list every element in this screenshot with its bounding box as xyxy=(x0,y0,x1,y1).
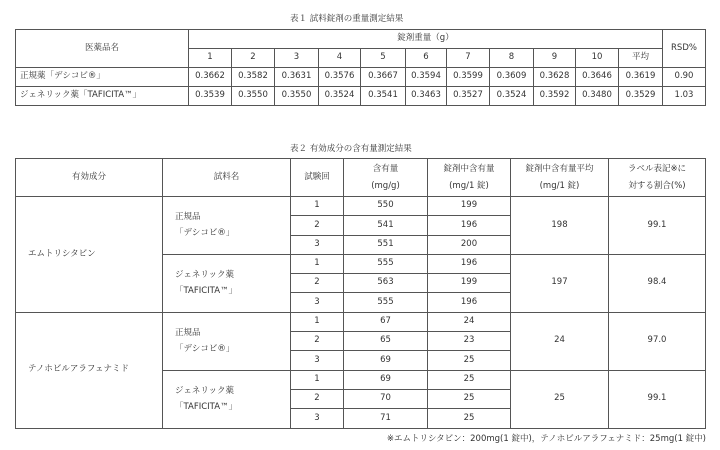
sample-name-line2: 「デシコビ®」 xyxy=(175,344,235,355)
header-ingredient: 有効成分 xyxy=(16,159,163,197)
per-tablet-value: 25 xyxy=(428,409,511,428)
header-col-9: 9 xyxy=(534,49,576,68)
table-row xyxy=(16,87,706,106)
weight-cell: 0.3463 xyxy=(406,87,447,106)
trial-number: 1 xyxy=(291,254,344,273)
weight-cell: 0.3628 xyxy=(534,68,576,87)
per-tablet-value: 199 xyxy=(428,197,511,216)
ingredient-name: エムトリシタビン xyxy=(16,197,163,313)
weight-cell: 0.3550 xyxy=(232,87,275,106)
sample-name xyxy=(163,254,291,312)
ratio-value: 99.1 xyxy=(609,370,706,428)
content-value: 563 xyxy=(344,274,428,293)
average-value: 24 xyxy=(511,312,609,370)
average-value: 197 xyxy=(511,254,609,312)
per-tablet-value: 25 xyxy=(428,370,511,389)
weight-cell: 0.3539 xyxy=(189,87,232,106)
sample-name-line1: 正規品 xyxy=(175,212,201,223)
header-col-6: 6 xyxy=(406,49,447,68)
per-tablet-value: 25 xyxy=(428,351,511,370)
per-tablet-value: 200 xyxy=(428,235,511,254)
header-col-average: 平均 xyxy=(619,49,663,68)
header-content xyxy=(344,159,428,197)
sample-name-line1: 正規品 xyxy=(175,328,201,339)
weight-cell: 0.3662 xyxy=(189,68,232,87)
weight-cell: 0.3594 xyxy=(406,68,447,87)
header-average xyxy=(511,159,609,197)
header-per-tablet-unit: (mg/1 錠) xyxy=(449,180,489,191)
weight-cell: 0.3599 xyxy=(447,68,490,87)
table2-caption: 表２ 有効成分の含有量測定結果 xyxy=(290,144,412,154)
trial-number: 2 xyxy=(291,216,344,235)
drug-name: 正規薬「デシコビ®」 xyxy=(16,68,189,87)
weight-cell: 0.3646 xyxy=(576,68,619,87)
content-value: 555 xyxy=(344,254,428,273)
weight-cell: 0.3524 xyxy=(490,87,534,106)
per-tablet-value: 23 xyxy=(428,332,511,351)
weight-cell: 0.3582 xyxy=(232,68,275,87)
header-ratio-unit: 対する割合(%) xyxy=(628,180,686,191)
table1-caption: 表１ 試料錠剤の重量測定結果 xyxy=(290,14,404,24)
header-col-2: 2 xyxy=(232,49,275,68)
content-value: 69 xyxy=(344,370,428,389)
weight-cell: 0.3592 xyxy=(534,87,576,106)
weight-average: 0.3529 xyxy=(619,87,663,106)
sample-name xyxy=(163,197,291,255)
ratio-value: 98.4 xyxy=(609,254,706,312)
sample-name-line2: 「TAFICITA™」 xyxy=(175,402,238,413)
sample-name xyxy=(163,312,291,370)
drug-name: ジェネリック薬「TAFICITA™」 xyxy=(16,87,189,106)
sample-name xyxy=(163,370,291,428)
trial-number: 3 xyxy=(291,409,344,428)
weight-cell: 0.3527 xyxy=(447,87,490,106)
trial-number: 1 xyxy=(291,370,344,389)
rsd-value: 0.90 xyxy=(663,68,706,87)
header-ratio xyxy=(609,159,706,197)
active-ingredient-content-table xyxy=(15,158,706,429)
content-value: 65 xyxy=(344,332,428,351)
trial-number: 3 xyxy=(291,293,344,312)
header-average-label: 錠剤中含有量平均 xyxy=(525,164,594,175)
weight-cell: 0.3541 xyxy=(361,87,406,106)
weight-cell: 0.3524 xyxy=(319,87,361,106)
per-tablet-value: 24 xyxy=(428,312,511,331)
header-col-3: 3 xyxy=(275,49,319,68)
header-col-8: 8 xyxy=(490,49,534,68)
per-tablet-value: 196 xyxy=(428,216,511,235)
ratio-value: 97.0 xyxy=(609,312,706,370)
sample-name-line1: ジェネリック薬 xyxy=(175,270,234,281)
content-value: 551 xyxy=(344,235,428,254)
trial-number: 1 xyxy=(291,312,344,331)
per-tablet-value: 199 xyxy=(428,274,511,293)
weight-average: 0.3619 xyxy=(619,68,663,87)
table-row xyxy=(16,197,706,216)
header-per-tablet-label: 錠剤中含有量 xyxy=(443,164,495,175)
average-value: 198 xyxy=(511,197,609,255)
content-value: 550 xyxy=(344,197,428,216)
header-rsd: RSD% xyxy=(663,30,706,68)
per-tablet-value: 25 xyxy=(428,389,511,408)
header-tablet-weight: 錠剤重量（g） xyxy=(189,30,663,49)
sample-name-line2: 「デシコビ®」 xyxy=(175,228,235,239)
content-value: 555 xyxy=(344,293,428,312)
sample-name-line1: ジェネリック薬 xyxy=(175,385,234,396)
trial-number: 2 xyxy=(291,389,344,408)
table-row xyxy=(16,68,706,87)
footnote: ※エムトリシタビン：200mg(1 錠中)，テノホビルアラフェナミド：25mg(1 錠中) xyxy=(386,434,706,444)
ratio-value: 99.1 xyxy=(609,197,706,255)
header-drug-name: 医薬品名 xyxy=(16,30,189,68)
trial-number: 3 xyxy=(291,351,344,370)
header-ratio-label: ラベル表記※に xyxy=(627,164,687,175)
weight-cell: 0.3667 xyxy=(361,68,406,87)
content-value: 67 xyxy=(344,312,428,331)
content-value: 70 xyxy=(344,389,428,408)
header-content-label: 含有量 xyxy=(372,164,399,175)
weight-cell: 0.3576 xyxy=(319,68,361,87)
header-sample: 試料名 xyxy=(163,159,291,197)
ingredient-name: テノホビルアラフェナミド xyxy=(16,312,163,428)
average-value: 25 xyxy=(511,370,609,428)
header-per-tablet xyxy=(428,159,511,197)
table-row xyxy=(16,312,706,331)
header-trial: 試験回 xyxy=(291,159,344,197)
header-col-7: 7 xyxy=(447,49,490,68)
trial-number: 2 xyxy=(291,332,344,351)
header-content-unit: (mg/g) xyxy=(371,180,400,191)
content-value: 71 xyxy=(344,409,428,428)
weight-cell: 0.3480 xyxy=(576,87,619,106)
rsd-value: 1.03 xyxy=(663,87,706,106)
trial-number: 1 xyxy=(291,197,344,216)
header-col-10: 10 xyxy=(576,49,619,68)
header-col-5: 5 xyxy=(361,49,406,68)
content-value: 69 xyxy=(344,351,428,370)
weight-cell: 0.3609 xyxy=(490,68,534,87)
content-value: 541 xyxy=(344,216,428,235)
tablet-weight-table xyxy=(15,29,706,106)
header-col-1: 1 xyxy=(189,49,232,68)
weight-cell: 0.3631 xyxy=(275,68,319,87)
trial-number: 3 xyxy=(291,235,344,254)
per-tablet-value: 196 xyxy=(428,293,511,312)
per-tablet-value: 196 xyxy=(428,254,511,273)
header-average-unit: (mg/1 錠) xyxy=(539,180,580,191)
sample-name-line2: 「TAFICITA™」 xyxy=(175,286,238,297)
trial-number: 2 xyxy=(291,274,344,293)
header-col-4: 4 xyxy=(319,49,361,68)
weight-cell: 0.3550 xyxy=(275,87,319,106)
